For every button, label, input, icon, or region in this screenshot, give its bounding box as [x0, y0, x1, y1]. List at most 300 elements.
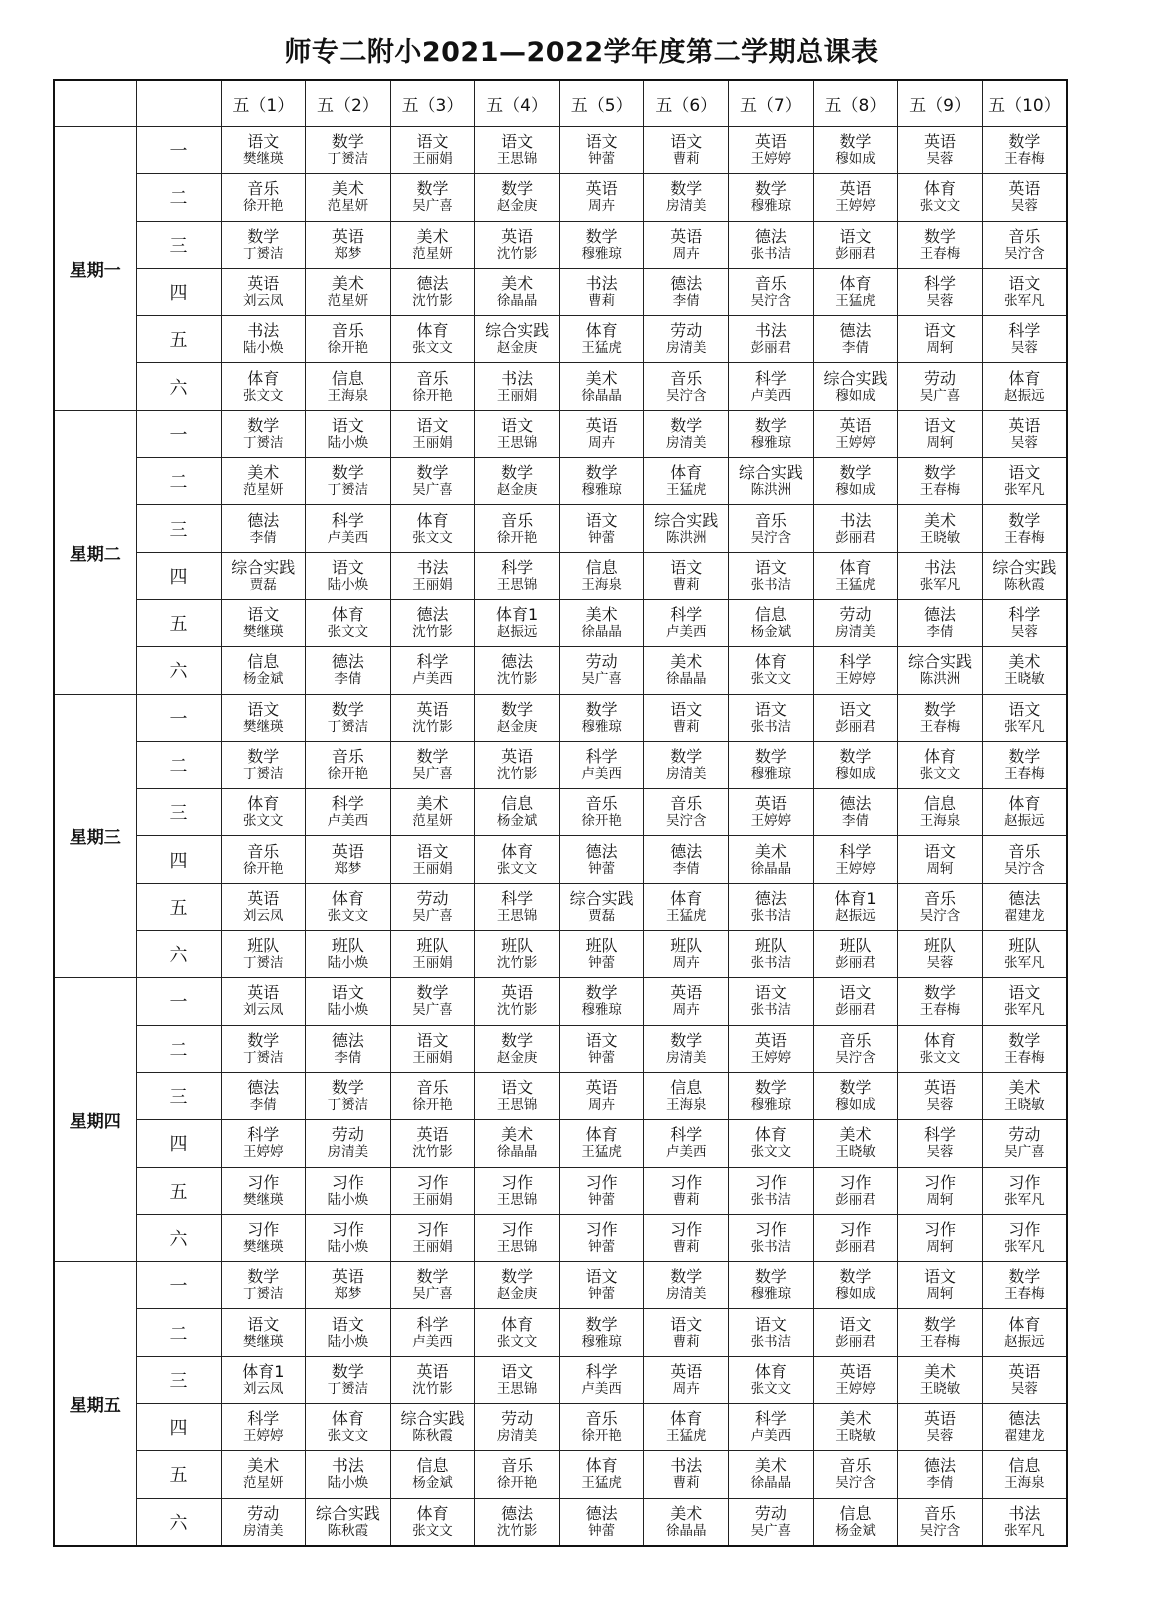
- lesson-cell: [644, 316, 729, 363]
- subject-name: 数学: [501, 1267, 534, 1287]
- subject-name: 数学: [670, 415, 703, 435]
- subject-name: 体育: [416, 510, 449, 530]
- subject-name: 体育1: [834, 888, 877, 908]
- lesson-cell: [390, 741, 475, 788]
- subject-name: 英语: [754, 794, 787, 814]
- subject-name: 体育: [839, 274, 872, 294]
- subject-name: 习作: [416, 1172, 449, 1192]
- lesson-cell: [813, 221, 898, 268]
- teacher-name: 吴泞含: [1004, 245, 1045, 262]
- subject-name: 德法: [416, 605, 449, 625]
- subject-name: 数学: [416, 747, 449, 766]
- lesson-cell: [306, 789, 391, 836]
- lesson-cell: [982, 1167, 1067, 1214]
- subject-name: 科学: [839, 652, 872, 672]
- teacher-name: 范星妍: [327, 198, 369, 215]
- subject-name: 班队: [247, 936, 280, 956]
- teacher-name: 张军凡: [1004, 1522, 1045, 1539]
- teacher-name: 丁赟洁: [327, 482, 369, 499]
- lesson-cell: [644, 1309, 729, 1356]
- teacher-name: 吴广喜: [750, 1522, 792, 1539]
- subject-name: 体育: [585, 1125, 618, 1145]
- day-label: 星期三: [54, 694, 136, 978]
- lesson-cell: [306, 883, 391, 930]
- teacher-name: 房清美: [666, 1049, 707, 1066]
- teacher-name: 房清美: [666, 766, 707, 782]
- teacher-name: 张书洁: [750, 576, 792, 593]
- lesson-cell: [729, 931, 814, 978]
- subject-name: 语文: [754, 983, 787, 1003]
- teacher-name: 吴广喜: [919, 387, 961, 404]
- lesson-cell: [559, 1025, 644, 1072]
- subject-name: 美术: [670, 1503, 703, 1523]
- lesson-cell: [390, 174, 475, 221]
- lesson-cell: [475, 174, 560, 221]
- subject-name: 英语: [416, 1125, 449, 1145]
- teacher-name: 徐开艳: [243, 860, 284, 877]
- subject-name: 英语: [585, 179, 618, 199]
- subject-name: 语文: [247, 605, 280, 625]
- subject-name: 书法: [754, 321, 787, 341]
- lesson-cell: [898, 931, 983, 978]
- teacher-name: 王丽娟: [412, 1238, 453, 1255]
- lesson-cell: [644, 1356, 729, 1403]
- teacher-name: 穆如成: [835, 1286, 876, 1303]
- teacher-name: 王猛虎: [581, 1475, 622, 1492]
- teacher-name: 徐晶晶: [666, 1522, 707, 1539]
- subject-name: 语文: [416, 1030, 449, 1050]
- teacher-name: 张文文: [919, 198, 961, 215]
- lesson-cell: [390, 316, 475, 363]
- subject-name: 体育: [924, 1030, 957, 1050]
- teacher-name: 樊继瑛: [243, 1333, 284, 1350]
- lesson-cell: [813, 363, 898, 410]
- teacher-name: 吴广喜: [581, 671, 622, 688]
- teacher-name: 丁赟洁: [243, 766, 284, 782]
- period-label: 五: [136, 1451, 221, 1498]
- subject-name: 美术: [416, 226, 449, 246]
- teacher-name: 丁赟洁: [243, 955, 284, 972]
- lesson-cell: [390, 931, 475, 978]
- subject-name: 习作: [754, 1172, 787, 1192]
- subject-name: 数学: [754, 747, 787, 766]
- lesson-cell: [559, 931, 644, 978]
- subject-name: 英语: [839, 1361, 872, 1381]
- subject-name: 英语: [585, 415, 618, 435]
- subject-name: 习作: [585, 1172, 618, 1192]
- subject-name: 语文: [331, 415, 364, 435]
- teacher-name: 王思锦: [496, 1380, 538, 1397]
- teacher-name: 卢美西: [750, 387, 792, 404]
- teacher-name: 钟蕾: [588, 1191, 616, 1208]
- subject-name: 德法: [585, 1503, 618, 1523]
- lesson-cell: [729, 552, 814, 599]
- subject-name: 班队: [501, 936, 534, 956]
- lesson-cell: [221, 931, 306, 978]
- subject-name: 语文: [501, 1078, 534, 1098]
- lesson-cell: [898, 694, 983, 741]
- lesson-cell: [729, 978, 814, 1025]
- lesson-cell: [813, 978, 898, 1025]
- teacher-name: 王猛虎: [666, 907, 707, 924]
- teacher-name: 丁赟洁: [327, 718, 369, 735]
- lesson-cell: [475, 458, 560, 505]
- subject-name: 班队: [331, 936, 364, 956]
- teacher-name: 赵金庚: [496, 198, 538, 215]
- teacher-name: 范星妍: [412, 813, 453, 830]
- lesson-row: [54, 789, 1067, 836]
- subject-name: 英语: [924, 1409, 957, 1429]
- class-header: 五（4）: [475, 80, 560, 127]
- subject-name: 德法: [839, 794, 872, 814]
- lesson-cell: [813, 505, 898, 552]
- subject-name: 数学: [839, 132, 872, 152]
- teacher-name: 周卉: [672, 1002, 700, 1019]
- teacher-name: 丁赟洁: [243, 1286, 284, 1303]
- teacher-name: 王海泉: [581, 576, 622, 593]
- lesson-cell: [982, 268, 1067, 315]
- subject-name: 音乐: [839, 1456, 872, 1476]
- lesson-cell: [813, 1167, 898, 1214]
- lesson-cell: [306, 221, 391, 268]
- lesson-cell: [559, 694, 644, 741]
- lesson-cell: [475, 1262, 560, 1309]
- lesson-row: [54, 410, 1067, 457]
- day-label: 星期一: [54, 127, 136, 411]
- teacher-name: 沈竹影: [412, 293, 453, 310]
- teacher-name: 范星妍: [243, 482, 284, 499]
- lesson-cell: [221, 1025, 306, 1072]
- lesson-row: [54, 1167, 1067, 1214]
- teacher-name: 穆雅琼: [581, 482, 622, 499]
- teacher-name: 丁赟洁: [327, 151, 369, 168]
- lesson-cell: [898, 599, 983, 646]
- subject-name: 班队: [416, 936, 449, 956]
- teacher-name: 范星妍: [243, 1475, 284, 1492]
- lesson-cell: [644, 1404, 729, 1451]
- subject-name: 综合实践: [485, 321, 550, 341]
- subject-name: 音乐: [670, 794, 703, 814]
- lesson-cell: [898, 458, 983, 505]
- teacher-name: 吴广喜: [412, 1002, 453, 1019]
- lesson-cell: [475, 978, 560, 1025]
- subject-name: 数学: [247, 747, 280, 766]
- teacher-name: 张军凡: [1004, 955, 1045, 972]
- lesson-cell: [729, 316, 814, 363]
- lesson-cell: [221, 883, 306, 930]
- subject-name: 习作: [585, 1219, 618, 1239]
- lesson-cell: [644, 789, 729, 836]
- lesson-row: [54, 1356, 1067, 1403]
- lesson-row: [54, 647, 1067, 694]
- lesson-cell: [559, 1451, 644, 1498]
- subject-name: 劳动: [1008, 1125, 1041, 1145]
- lesson-row: [54, 1451, 1067, 1498]
- lesson-cell: [221, 1214, 306, 1261]
- lesson-row: [54, 978, 1067, 1025]
- subject-name: 德法: [585, 841, 618, 861]
- teacher-name: 陆小焕: [327, 576, 369, 593]
- subject-name: 体育: [247, 794, 280, 814]
- teacher-name: 卢美西: [750, 1428, 792, 1445]
- teacher-name: 周卉: [672, 955, 700, 972]
- lesson-cell: [982, 552, 1067, 599]
- subject-name: 数学: [839, 463, 872, 483]
- teacher-name: 钟蕾: [588, 529, 616, 546]
- lesson-cell: [306, 268, 391, 315]
- teacher-name: 王思锦: [496, 1238, 538, 1255]
- subject-name: 语文: [585, 132, 618, 152]
- subject-name: 数学: [839, 1078, 872, 1098]
- subject-name: 体育1: [495, 605, 539, 625]
- teacher-name: 王晓敏: [1004, 1097, 1045, 1114]
- teacher-name: 卢美西: [327, 529, 369, 546]
- subject-name: 英语: [501, 226, 534, 246]
- subject-name: 音乐: [754, 274, 787, 294]
- lesson-cell: [390, 836, 475, 883]
- subject-name: 语文: [924, 321, 957, 341]
- subject-name: 英语: [670, 226, 703, 246]
- period-label: 三: [136, 1356, 221, 1403]
- lesson-cell: [982, 1025, 1067, 1072]
- teacher-name: 郑梦: [334, 1286, 362, 1303]
- subject-name: 语文: [924, 1267, 957, 1287]
- lesson-cell: [475, 883, 560, 930]
- lesson-cell: [813, 836, 898, 883]
- lesson-cell: [729, 458, 814, 505]
- lesson-cell: [982, 1356, 1067, 1403]
- subject-name: 音乐: [924, 888, 957, 908]
- subject-name: 音乐: [585, 794, 618, 814]
- lesson-cell: [390, 410, 475, 457]
- lesson-cell: [390, 1498, 475, 1546]
- lesson-cell: [813, 883, 898, 930]
- lesson-cell: [559, 1309, 644, 1356]
- teacher-name: 穆如成: [835, 482, 876, 499]
- lesson-row: [54, 836, 1067, 883]
- teacher-name: 王婷婷: [835, 860, 876, 877]
- lesson-cell: [390, 505, 475, 552]
- lesson-cell: [475, 1356, 560, 1403]
- lesson-cell: [982, 836, 1067, 883]
- lesson-cell: [221, 1309, 306, 1356]
- lesson-cell: [729, 505, 814, 552]
- subject-name: 科学: [670, 605, 703, 625]
- teacher-name: 吴泞含: [1004, 860, 1045, 877]
- teacher-name: 张文文: [496, 860, 538, 877]
- period-label: 六: [136, 363, 221, 410]
- subject-name: 语文: [1008, 983, 1041, 1003]
- teacher-name: 周轲: [926, 1238, 954, 1255]
- teacher-name: 吴蓉: [926, 1097, 954, 1114]
- subject-name: 音乐: [247, 841, 280, 861]
- subject-name: 语文: [670, 1314, 703, 1334]
- lesson-cell: [221, 1120, 306, 1167]
- lesson-cell: [475, 410, 560, 457]
- subject-name: 英语: [331, 1267, 364, 1287]
- subject-name: 德法: [924, 1456, 957, 1476]
- lesson-cell: [390, 599, 475, 646]
- subject-name: 科学: [754, 1409, 787, 1429]
- teacher-name: 吴蓉: [1010, 198, 1038, 215]
- lesson-cell: [729, 1451, 814, 1498]
- subject-name: 语文: [839, 699, 872, 719]
- teacher-name: 房清美: [666, 434, 707, 451]
- teacher-name: 樊继瑛: [243, 718, 284, 735]
- lesson-cell: [898, 1451, 983, 1498]
- lesson-cell: [898, 1167, 983, 1214]
- lesson-cell: [306, 931, 391, 978]
- teacher-name: 沈竹影: [412, 718, 453, 735]
- teacher-name: 周轲: [926, 434, 954, 451]
- subject-name: 信息: [247, 652, 280, 672]
- lesson-row: [54, 552, 1067, 599]
- subject-name: 科学: [1008, 605, 1041, 625]
- subject-name: 习作: [247, 1172, 280, 1192]
- teacher-name: 曹莉: [672, 576, 700, 593]
- subject-name: 体育: [501, 1314, 534, 1334]
- day-label: 星期二: [54, 410, 136, 694]
- teacher-name: 吴广喜: [412, 907, 453, 924]
- lesson-cell: [390, 1072, 475, 1119]
- subject-name: 习作: [924, 1219, 957, 1239]
- lesson-cell: [729, 268, 814, 315]
- subject-name: 英语: [585, 1078, 618, 1098]
- lesson-cell: [221, 1356, 306, 1403]
- subject-name: 语文: [670, 132, 703, 152]
- subject-name: 科学: [585, 1361, 618, 1381]
- lesson-cell: [644, 1262, 729, 1309]
- teacher-name: 刘云凤: [243, 907, 284, 924]
- lesson-cell: [559, 363, 644, 410]
- period-label: 二: [136, 174, 221, 221]
- subject-name: 数学: [585, 699, 618, 719]
- teacher-name: 沈竹影: [496, 1002, 538, 1019]
- teacher-name: 陆小焕: [327, 1333, 369, 1350]
- teacher-name: 王婷婷: [835, 434, 876, 451]
- lesson-cell: [644, 978, 729, 1025]
- teacher-name: 王婷婷: [243, 1144, 284, 1161]
- lesson-cell: [644, 505, 729, 552]
- lesson-cell: [644, 836, 729, 883]
- teacher-name: 徐开艳: [581, 813, 622, 830]
- subject-name: 数学: [1008, 1030, 1041, 1050]
- teacher-name: 李倩: [672, 860, 700, 877]
- subject-name: 语文: [247, 1314, 280, 1334]
- lesson-cell: [982, 127, 1067, 174]
- teacher-name: 贾磊: [588, 907, 616, 924]
- subject-name: 音乐: [1008, 226, 1041, 246]
- period-label: 一: [136, 694, 221, 741]
- subject-name: 德法: [1008, 888, 1041, 908]
- lesson-cell: [644, 1167, 729, 1214]
- teacher-name: 赵振远: [1004, 813, 1045, 830]
- lesson-cell: [221, 127, 306, 174]
- teacher-name: 陈秋霞: [1004, 576, 1045, 593]
- teacher-name: 王海泉: [327, 387, 369, 404]
- lesson-cell: [982, 978, 1067, 1025]
- lesson-cell: [729, 1214, 814, 1261]
- teacher-name: 张书洁: [750, 245, 792, 262]
- teacher-name: 王丽娟: [412, 434, 453, 451]
- lesson-cell: [221, 1451, 306, 1498]
- subject-name: 数学: [585, 1314, 618, 1334]
- lesson-cell: [813, 268, 898, 315]
- teacher-name: 王春梅: [1004, 151, 1045, 168]
- lesson-cell: [644, 363, 729, 410]
- lesson-cell: [390, 1262, 475, 1309]
- subject-name: 体育: [670, 888, 703, 908]
- class-header: 五（10）: [982, 80, 1067, 127]
- subject-name: 习作: [416, 1219, 449, 1239]
- teacher-name: 樊继瑛: [243, 151, 284, 168]
- lesson-row: [54, 1498, 1067, 1546]
- teacher-name: 王婷婷: [750, 1049, 792, 1066]
- subject-name: 语文: [839, 1314, 872, 1334]
- lesson-cell: [644, 174, 729, 221]
- teacher-name: 吴蓉: [926, 151, 954, 168]
- subject-name: 体育: [754, 1125, 787, 1145]
- lesson-cell: [982, 599, 1067, 646]
- teacher-name: 彭丽君: [835, 1191, 876, 1208]
- lesson-cell: [644, 1072, 729, 1119]
- lesson-cell: [475, 221, 560, 268]
- teacher-name: 曹莉: [672, 1191, 700, 1208]
- teacher-name: 沈竹影: [412, 624, 453, 641]
- lesson-cell: [390, 268, 475, 315]
- teacher-name: 张军凡: [919, 576, 961, 593]
- teacher-name: 刘云凤: [243, 1380, 284, 1397]
- teacher-name: 徐晶晶: [581, 387, 622, 404]
- lesson-cell: [729, 221, 814, 268]
- schedule-table: [53, 79, 1068, 1547]
- subject-name: 德法: [754, 888, 787, 908]
- subject-name: 信息: [924, 794, 957, 814]
- lesson-cell: [306, 1404, 391, 1451]
- subject-name: 英语: [924, 1078, 957, 1098]
- lesson-cell: [898, 647, 983, 694]
- subject-name: 书法: [1008, 1503, 1041, 1523]
- subject-name: 信息: [331, 368, 364, 388]
- lesson-cell: [644, 1214, 729, 1261]
- teacher-name: 张军凡: [1004, 293, 1045, 310]
- teacher-name: 杨金斌: [412, 1475, 453, 1492]
- subject-name: 语文: [1008, 463, 1041, 483]
- teacher-name: 李倩: [672, 293, 700, 310]
- teacher-name: 王春梅: [1004, 1286, 1045, 1303]
- lesson-cell: [644, 268, 729, 315]
- subject-name: 数学: [924, 983, 957, 1003]
- teacher-name: 吴蓉: [1010, 434, 1038, 451]
- teacher-name: 王春梅: [919, 718, 961, 735]
- period-label: 一: [136, 127, 221, 174]
- subject-name: 数学: [331, 1361, 364, 1381]
- lesson-cell: [982, 647, 1067, 694]
- teacher-name: 王猛虎: [666, 1428, 707, 1445]
- lesson-cell: [813, 741, 898, 788]
- lesson-cell: [729, 363, 814, 410]
- lesson-cell: [898, 978, 983, 1025]
- teacher-name: 张文文: [327, 1428, 369, 1445]
- subject-name: 音乐: [670, 368, 703, 388]
- lesson-cell: [898, 268, 983, 315]
- subject-name: 美术: [585, 605, 618, 625]
- lesson-cell: [898, 741, 983, 788]
- lesson-cell: [306, 174, 391, 221]
- lesson-cell: [390, 1309, 475, 1356]
- lesson-cell: [729, 1167, 814, 1214]
- teacher-name: 王春梅: [1004, 766, 1045, 782]
